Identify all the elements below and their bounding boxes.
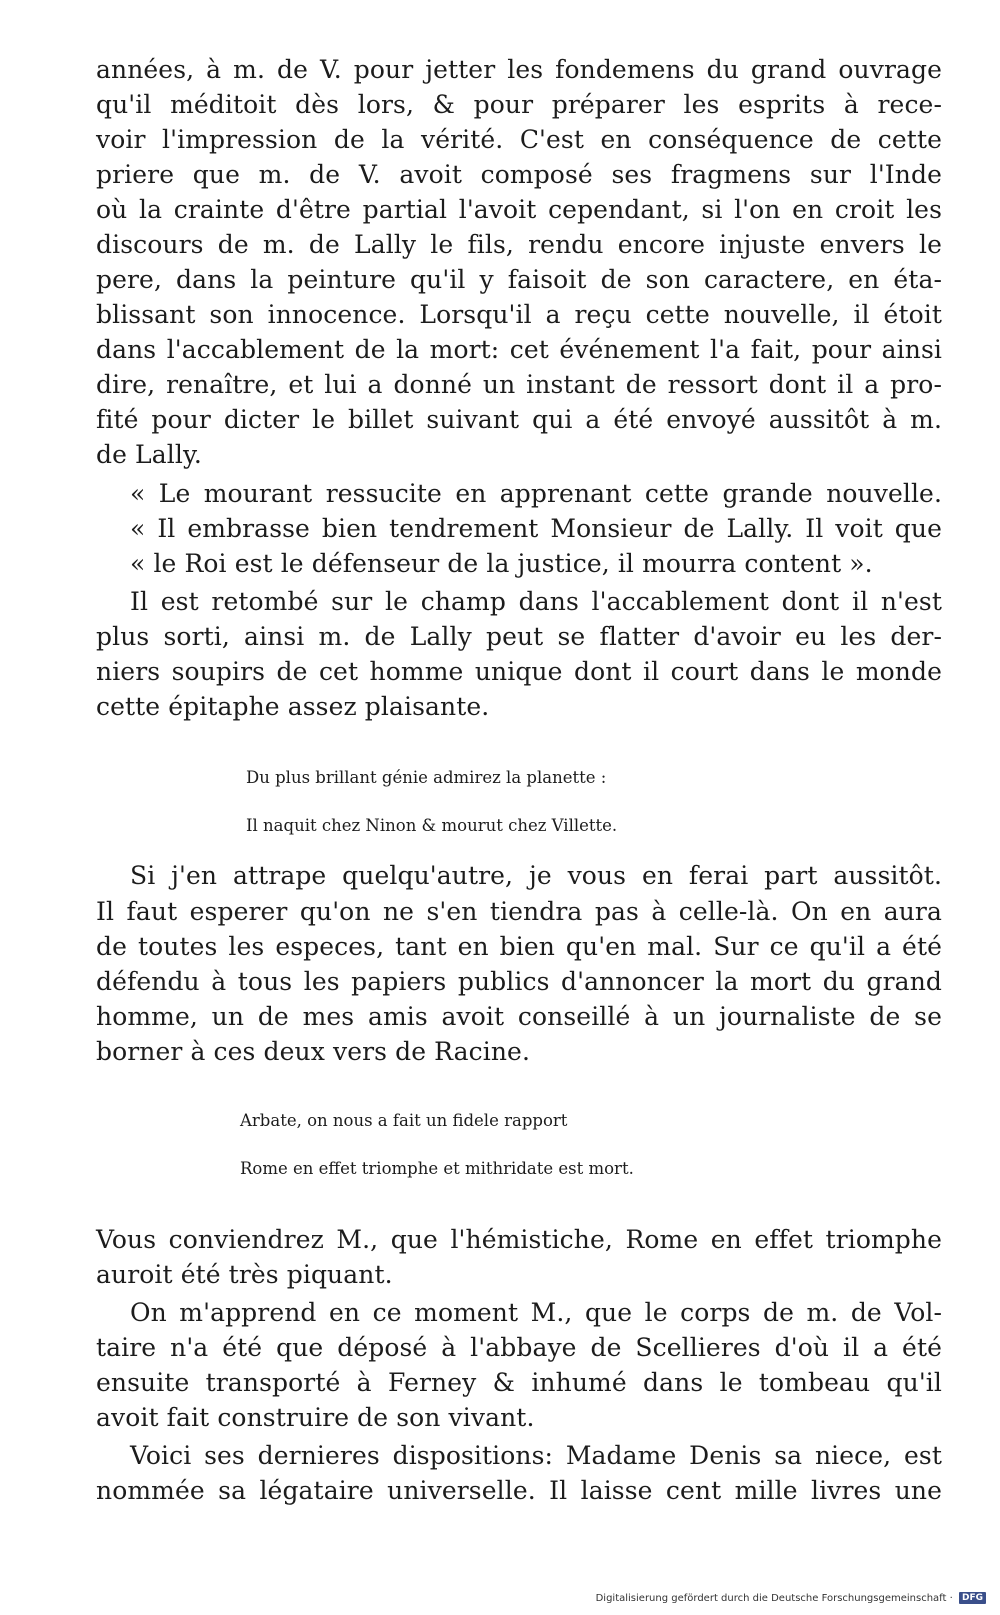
quote-line: « Il embrasse bien tendrement Monsieur de Lally. Il voit que — [130, 514, 942, 543]
verse-line: Rome en effet triomphe et mithridate est mort. — [240, 1159, 634, 1178]
text-line: discours de m. de Lally le fils, rendu encore injuste envers le — [96, 230, 942, 259]
text-line: Vous conviendrez M., que l'hémistiche, Rome en effet triomphe — [96, 1225, 942, 1254]
text-line: auroit été très piquant. — [96, 1260, 393, 1289]
text-line: Si j'en attrape quelqu'autre, je vous en ferai part aussitôt. — [130, 861, 942, 890]
verse-line: Il naquit chez Ninon & mourut chez Villette. — [246, 816, 618, 835]
text-line: dire, renaître, et lui a donné un instant de ressort dont il a pro- — [96, 370, 942, 399]
text-line: On m'apprend en ce moment M., que le corps de m. de Vol- — [130, 1298, 942, 1327]
text-line: de Lally. — [96, 440, 202, 469]
text-line: qu'il méditoit dès lors, & pour préparer les esprits à rece- — [96, 90, 942, 119]
text-line: blissant son innocence. Lorsqu'il a reçu cette nouvelle, il étoit — [96, 300, 942, 329]
text-line: plus sorti, ainsi m. de Lally peut se flatter d'avoir eu les der- — [96, 622, 942, 651]
text-line: homme, un de mes amis avoit conseillé à un journaliste de se — [96, 1002, 942, 1031]
quote-line: « Le mourant ressucite en apprenant cette grande nouvelle. — [130, 479, 942, 508]
text-line: ensuite transporté à Ferney & inhumé dans le tombeau qu'il — [96, 1368, 942, 1397]
quote-line: « le Roi est le défenseur de la justice, il mourra content ». — [130, 549, 873, 578]
text-line: borner à ces deux vers de Racine. — [96, 1037, 531, 1066]
text-line: nommée sa légataire universelle. Il laisse cent mille livres une — [96, 1476, 942, 1505]
text-line: fité pour dicter le billet suivant qui a été envoyé aussitôt à m. — [96, 405, 942, 434]
text-line: dans l'accablement de la mort: cet événement l'a fait, pour ainsi — [96, 335, 942, 364]
verse-line: Arbate, on nous a fait un fidele rapport — [240, 1111, 568, 1130]
credit-text: Digitalisierung gefördert durch die Deutsche Forschungsgemeinschaft — [595, 1593, 947, 1604]
text-line: cette épitaphe assez plaisante. — [96, 692, 490, 721]
text-line: Il est retombé sur le champ dans l'accablement dont il n'est — [130, 587, 942, 616]
text-line: niers soupirs de cet homme unique dont il court dans le monde — [96, 657, 942, 686]
text-line: années, à m. de V. pour jetter les fondemens du grand ouvrage — [96, 55, 942, 84]
text-line: Il faut esperer qu'on ne s'en tiendra pas à celle-là. On en aura — [96, 897, 942, 926]
text-line: où la crainte d'être partial l'avoit cependant, si l'on en croit les — [96, 195, 942, 224]
text-line: de toutes les especes, tant en bien qu'en mal. Sur ce qu'il a été — [96, 932, 942, 961]
verse-line: Du plus brillant génie admirez la planette : — [246, 768, 607, 787]
text-line: avoit fait construire de son vivant. — [96, 1403, 535, 1432]
text-line: Voici ses dernieres dispositions: Madame Denis sa niece, est — [130, 1441, 942, 1470]
text-line: défendu à tous les papiers publics d'annoncer la mort du grand — [96, 967, 942, 996]
text-line: taire n'a été que déposé à l'abbaye de Scellieres d'où il a été — [96, 1333, 942, 1362]
text-line: voir l'impression de la vérité. C'est en conséquence de cette — [96, 125, 942, 154]
dfg-logo-icon: DFG — [959, 1592, 986, 1604]
text-line: priere que m. de V. avoit composé ses fragmens sur l'Inde — [96, 160, 942, 189]
text-line: pere, dans la peinture qu'il y faisoit de son caractere, en éta- — [96, 265, 942, 294]
digitization-credit: Digitalisierung gefördert durch die Deutsche Forschungsgemeinschaft · DFG — [596, 1592, 986, 1606]
